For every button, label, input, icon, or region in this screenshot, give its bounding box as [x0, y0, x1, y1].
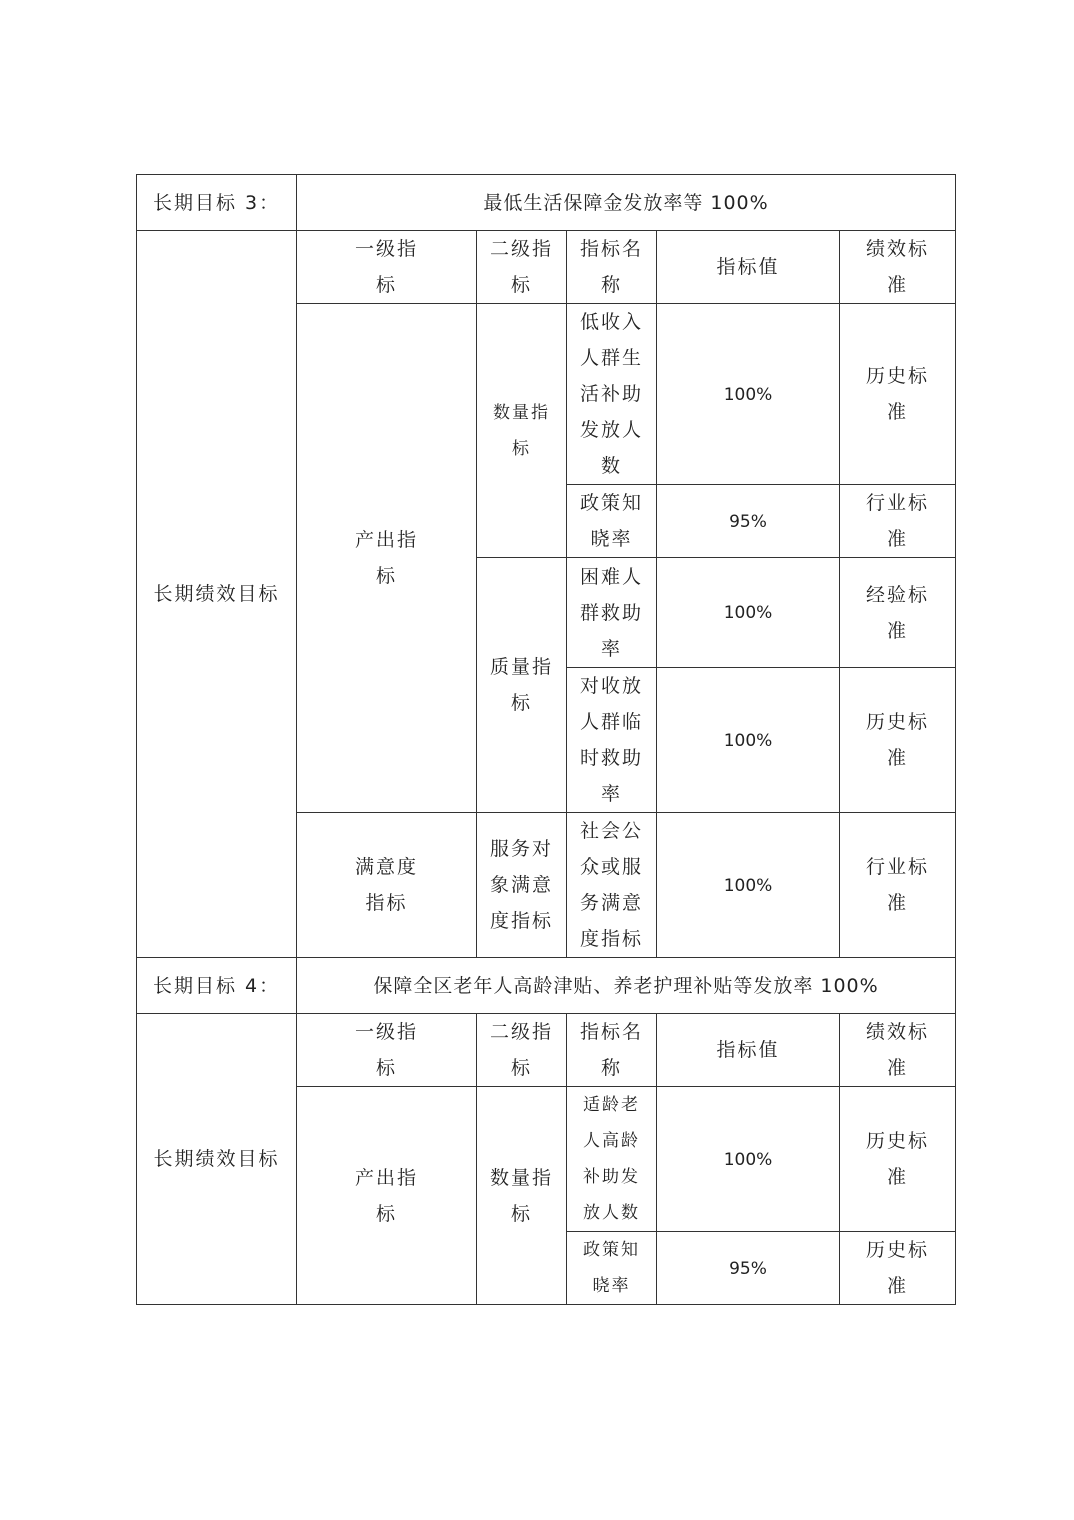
indicator-standard	[840, 813, 956, 958]
quantity-indicator	[477, 304, 567, 558]
indicator-value	[657, 558, 840, 668]
quality-indicator	[477, 558, 567, 813]
indicator-standard	[840, 558, 956, 668]
indicator-standard	[840, 485, 956, 558]
indicator-value-text: 95%	[729, 511, 767, 532]
header-standard	[840, 231, 956, 304]
header-standard-text: 绩效标准	[866, 238, 930, 296]
header-value: 指标值	[657, 231, 840, 304]
output-indicator-text: 产出指标	[354, 1166, 418, 1225]
indicator-name-text: 对收放人群临时救助率	[579, 675, 643, 805]
indicator-value	[657, 485, 840, 558]
indicator-standard	[840, 304, 956, 485]
indicator-name-text: 困难人群救助率	[579, 565, 643, 660]
header-level1	[297, 231, 477, 304]
header-level2-text: 二级指标	[489, 1021, 553, 1079]
header-level2	[477, 231, 567, 304]
indicator-value	[657, 304, 840, 485]
indicator-standard-text: 经验标准	[866, 583, 930, 642]
service-satisfaction-text: 服务对象满意度指标	[489, 838, 553, 932]
indicator-name	[567, 1087, 657, 1232]
header-name	[567, 1014, 657, 1087]
indicator-value-text: 95%	[729, 1258, 767, 1279]
quality-indicator-text: 质量指标	[489, 656, 553, 714]
goal4-label: 长期目标 4：	[137, 958, 297, 1014]
goal3-text: 最低生活保障金发放率等 100%	[297, 175, 956, 231]
indicator-name-text: 政策知晓率	[579, 492, 643, 550]
indicator-name	[567, 668, 657, 813]
header-standard	[840, 1014, 956, 1087]
indicator-value-text: 100%	[723, 384, 773, 405]
output-indicator	[297, 304, 477, 813]
goal4-text: 保障全区老年人高龄津贴、养老护理补贴等发放率 100%	[297, 958, 956, 1014]
indicator-standard-text: 行业标准	[866, 856, 930, 914]
indicator-standard-text: 历史标准	[866, 711, 930, 769]
service-satisfaction	[477, 813, 567, 958]
indicator-value-text: 100%	[723, 875, 773, 896]
quantity-indicator-text: 数量指标	[489, 1166, 553, 1225]
performance-goal-table	[136, 174, 956, 1305]
header-level2	[477, 1014, 567, 1087]
header-level1	[297, 1014, 477, 1087]
indicator-value	[657, 1232, 840, 1305]
indicator-name	[567, 558, 657, 668]
indicator-standard-text: 历史标准	[866, 365, 930, 423]
satisfaction-indicator	[297, 813, 477, 958]
indicator-standard-text: 历史标准	[866, 1239, 930, 1297]
indicator-value	[657, 813, 840, 958]
indicator-name-text: 社会公众或服务满意度指标	[579, 820, 643, 950]
goal4-section-label: 长期绩效目标	[137, 1014, 297, 1305]
header-name-text: 指标名称	[579, 238, 643, 296]
header-level2-text: 二级指标	[489, 238, 553, 296]
indicator-name	[567, 1232, 657, 1305]
goal3-label: 长期目标 3：	[137, 175, 297, 231]
indicator-value-text: 100%	[723, 603, 773, 623]
header-level1-text: 一级指标	[354, 238, 418, 296]
output-indicator-text: 产出指标	[354, 529, 418, 587]
header-level1-text: 一级指标	[354, 1021, 418, 1079]
indicator-value	[657, 668, 840, 813]
indicator-standard	[840, 668, 956, 813]
goal3-section-label: 长期绩效目标	[137, 231, 297, 958]
indicator-name-text: 政策知晓率	[583, 1240, 640, 1296]
indicator-name	[567, 304, 657, 485]
indicator-value-text: 100%	[723, 730, 773, 751]
indicator-standard	[840, 1232, 956, 1305]
header-name	[567, 231, 657, 304]
satisfaction-indicator-text: 满意度指标	[354, 856, 418, 914]
indicator-standard-text: 行业标准	[866, 492, 930, 550]
header-value: 指标值	[657, 1014, 840, 1087]
indicator-name	[567, 485, 657, 558]
indicator-name-text: 低收入人群生活补助发放人数	[579, 311, 643, 477]
indicator-standard-text: 历史标准	[866, 1130, 930, 1188]
header-name-text: 指标名称	[579, 1021, 643, 1079]
indicator-name-text: 适龄老人高龄补助发放人数	[583, 1095, 640, 1223]
quantity-indicator	[477, 1087, 567, 1305]
indicator-name	[567, 813, 657, 958]
header-standard-text: 绩效标准	[866, 1021, 930, 1079]
indicator-value	[657, 1087, 840, 1232]
output-indicator	[297, 1087, 477, 1305]
quantity-indicator-text: 数量指标	[493, 402, 550, 459]
indicator-value-text: 100%	[723, 1149, 773, 1170]
indicator-standard	[840, 1087, 956, 1232]
